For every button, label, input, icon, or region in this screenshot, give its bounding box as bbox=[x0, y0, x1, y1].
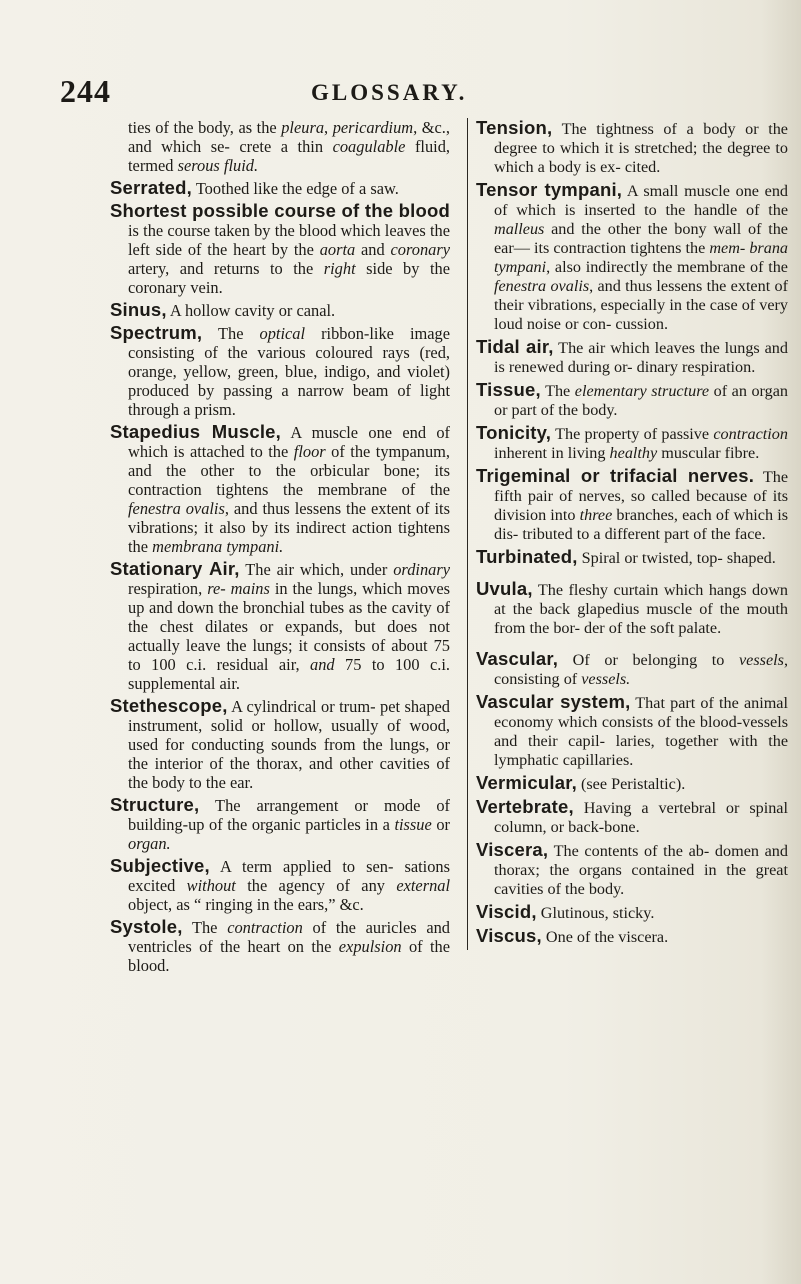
glossary-entry bbox=[476, 380, 788, 420]
glossary-entry bbox=[110, 917, 450, 975]
definition-text: and bbox=[355, 240, 391, 259]
glossary-term: Viscus, bbox=[476, 925, 542, 946]
definition-text: A small muscle one end of which is inserted to the handle of the bbox=[494, 182, 789, 219]
definition-text: The air which, under bbox=[239, 560, 394, 579]
definition-italic-text: fenestra ovalis bbox=[128, 499, 225, 518]
glossary-term: Stapedius Muscle, bbox=[110, 421, 282, 442]
glossary-entry bbox=[110, 300, 450, 320]
glossary-entry bbox=[110, 696, 450, 792]
definition-italic-text: without bbox=[186, 876, 236, 895]
definition-text: is the course taken by the blood which leaves the left side of the heart by the bbox=[128, 221, 450, 259]
glossary-entry bbox=[476, 649, 788, 689]
definition-text: (see Peristaltic). bbox=[576, 775, 686, 793]
definition-text: and the other the bony wall of the ear— its contraction tightens the bbox=[494, 220, 788, 257]
definition-italic-text: organ. bbox=[128, 834, 171, 853]
definition-italic-text: aorta bbox=[319, 240, 356, 259]
glossary-term: Structure, bbox=[110, 794, 200, 815]
glossary-entry bbox=[476, 337, 788, 377]
glossary-entry bbox=[476, 902, 788, 923]
glossary-entry bbox=[110, 178, 450, 198]
glossary-term: Vertebrate, bbox=[476, 796, 574, 817]
glossary-term: Spectrum, bbox=[110, 322, 203, 343]
glossary-term: Viscid, bbox=[476, 901, 537, 922]
definition-text: , bbox=[324, 118, 333, 137]
definition-italic-text: vessels. bbox=[581, 670, 631, 688]
definition-text: 75 to 100 c.i. supplemental air. bbox=[128, 655, 450, 693]
glossary-entry-continuation bbox=[110, 118, 450, 175]
glossary-entry bbox=[110, 559, 450, 693]
definition-text: of the tympanum, and the other to the orbicular bone; its contraction tightens the membrane of the bbox=[128, 442, 450, 499]
definition-text: inherent in living bbox=[494, 444, 610, 462]
glossary-term: Stationary Air, bbox=[110, 558, 240, 579]
definition-italic-text: and bbox=[310, 655, 335, 674]
glossary-term: Stethescope, bbox=[110, 695, 228, 716]
glossary-entry bbox=[476, 840, 788, 899]
definition-italic-text: healthy bbox=[609, 444, 658, 462]
definition-text: , and thus lessens the extent of its vibrations; it also by its indirect action tightens the bbox=[128, 499, 450, 556]
glossary-entry bbox=[476, 180, 788, 334]
glossary-term: Tonicity, bbox=[476, 422, 552, 443]
definition-italic-text: elementary structure bbox=[574, 382, 710, 400]
definition-text: Glutinous, sticky. bbox=[536, 904, 655, 922]
definition-text: artery, and returns to the bbox=[128, 259, 324, 278]
running-title: GLOSSARY. bbox=[311, 80, 468, 105]
definition-text: A cylindrical or trum- pet shaped instrument, solid or hollow, usually of wood, used for conducting sounds from the lungs, or the interior of the thorax, and other cavities of the body to the ear. bbox=[128, 697, 450, 792]
definition-text: A muscle one end of which is attached to the bbox=[128, 423, 450, 461]
glossary-entry bbox=[476, 423, 788, 463]
definition-italic-text: re- mains bbox=[207, 579, 270, 598]
definition-text: The tightness of a body or the degree to which it is stretched; the degree to which a body is ex- cited. bbox=[494, 120, 788, 176]
definition-italic-text: ordinary bbox=[393, 560, 450, 579]
glossary-entry bbox=[476, 797, 788, 837]
page-number: 244 bbox=[60, 73, 111, 109]
glossary-term: Vascular, bbox=[476, 648, 559, 669]
definition-italic-text: optical bbox=[259, 324, 306, 343]
definition-text: fluid, termed bbox=[128, 137, 450, 175]
definition-text: The bbox=[182, 918, 228, 937]
definition-text: Of or belonging to bbox=[558, 651, 739, 669]
definition-text: of an organ or part of the body. bbox=[494, 382, 789, 419]
glossary-entry bbox=[110, 795, 450, 853]
glossary-entry bbox=[476, 547, 788, 568]
definition-text: Spiral or twisted, top- shaped. bbox=[577, 549, 776, 567]
definition-text: That part of the animal economy which consists of the blood-vessels and their capil- laries, together with the lymphatic capillaries. bbox=[494, 694, 788, 769]
definition-text: The arrangement or mode of building-up of the organic particles in a bbox=[128, 796, 450, 834]
glossary-entry bbox=[476, 926, 788, 947]
definition-text: respiration, bbox=[128, 579, 208, 598]
definition-text: The bbox=[540, 382, 575, 400]
glossary-entry bbox=[476, 466, 788, 544]
definition-text: branches, each of which is dis- tributed to a different part of the face. bbox=[494, 506, 788, 543]
definition-italic-text: three bbox=[579, 506, 613, 524]
definition-text: , also indirectly the membrane of the bbox=[546, 258, 788, 276]
definition-text: ribbon-like image consisting of the various coloured rays (red, orange, yellow, green, blue, indigo, and violet) produced by passing a narrow beam of light through a prism. bbox=[128, 324, 450, 419]
definition-text: object, as “ ringing in the ears,” &c. bbox=[128, 895, 364, 914]
glossary-term: Viscera, bbox=[476, 839, 549, 860]
definition-text: The fleshy curtain which hangs down at the back glapedius muscle of the mouth from the bor- der of the soft palate. bbox=[494, 581, 788, 637]
definition-text: Having a vertebral or spinal column, or back-bone. bbox=[494, 799, 788, 836]
glossary-term: Tensor tympani, bbox=[476, 179, 623, 200]
glossary-entry bbox=[110, 422, 450, 556]
definition-text: The fifth pair of nerves, so called because of its division into bbox=[494, 468, 789, 524]
definition-text: ties of the body, as the bbox=[128, 118, 282, 137]
glossary-term: Shortest possible course of the blood bbox=[110, 200, 450, 221]
definition-text: of the blood. bbox=[128, 937, 451, 975]
glossary-term: Serrated, bbox=[110, 177, 193, 198]
right-column bbox=[467, 118, 788, 950]
definition-text: or bbox=[431, 815, 450, 834]
glossary-entry bbox=[476, 773, 788, 794]
glossary-term: Tissue, bbox=[476, 379, 541, 400]
definition-italic-text: floor bbox=[293, 442, 326, 461]
definition-text: , &c., and which se- crete a thin bbox=[128, 118, 450, 156]
definition-text: , and thus lessens the extent of their vibrations, especially in the case of very loud noise or con- cussion. bbox=[494, 277, 788, 333]
definition-italic-text: contraction bbox=[227, 918, 303, 937]
glossary-term: Tension, bbox=[476, 117, 553, 138]
definition-text: One of the viscera. bbox=[541, 928, 669, 946]
glossary-term: Vermicular, bbox=[476, 772, 577, 793]
definition-italic-text: fenestra ovalis bbox=[494, 277, 590, 295]
definition-italic-text: pericardium bbox=[332, 118, 414, 137]
definition-italic-text: external bbox=[396, 876, 451, 895]
glossary-entry bbox=[476, 118, 788, 177]
definition-italic-text: pleura bbox=[281, 118, 325, 137]
glossary-term: Uvula, bbox=[476, 578, 533, 599]
definition-text: The air which leaves the lungs and is renewed during or- dinary respiration. bbox=[494, 339, 788, 376]
glossary-entry bbox=[110, 323, 450, 419]
glossary-term: Systole, bbox=[110, 916, 183, 937]
glossary-entry bbox=[476, 692, 788, 770]
definition-text: of the auricles and ventricles of the heart on the bbox=[128, 918, 451, 956]
glossary-term: Subjective, bbox=[110, 855, 210, 876]
definition-italic-text: serous fluid. bbox=[177, 156, 259, 175]
left-column bbox=[110, 118, 450, 978]
glossary-entry bbox=[110, 856, 450, 914]
definition-text: in the lungs, which moves up and down the bronchial tubes as the cavity of the chest dilates or expands, but does not actually leave the lungs; it consists of about 75 to 100 c.i. residual air, bbox=[128, 579, 451, 674]
definition-text: The bbox=[202, 324, 260, 343]
glossary-term: Tidal air, bbox=[476, 336, 554, 357]
definition-text: , consisting of bbox=[494, 651, 788, 688]
definition-text: A term applied to sen- sations excited bbox=[128, 857, 450, 895]
definition-text: side by the coronary vein. bbox=[128, 259, 450, 297]
definition-italic-text: coagulable bbox=[332, 137, 406, 156]
glossary-entry bbox=[110, 201, 450, 297]
glossary-term: Sinus, bbox=[110, 299, 167, 320]
definition-text: The property of passive bbox=[551, 425, 714, 443]
definition-text: The contents of the ab- domen and thorax; the organs contained in the great cavities of the body. bbox=[494, 842, 788, 898]
definition-italic-text: contraction bbox=[713, 425, 788, 443]
definition-text: A hollow cavity or canal. bbox=[166, 301, 336, 320]
glossary-entry bbox=[476, 579, 788, 638]
definition-italic-text: expulsion bbox=[338, 937, 402, 956]
definition-italic-text: membrana tympani. bbox=[152, 537, 284, 556]
definition-italic-text: vessels bbox=[739, 651, 784, 669]
glossary-term: Vascular system, bbox=[476, 691, 631, 712]
definition-italic-text: coronary bbox=[390, 240, 450, 259]
definition-italic-text: right bbox=[323, 259, 356, 278]
glossary-term: Turbinated, bbox=[476, 546, 578, 567]
definition-italic-text: malleus bbox=[494, 220, 545, 238]
definition-text: muscular fibre. bbox=[657, 444, 760, 462]
definition-text: Toothed like the edge of a saw. bbox=[192, 179, 399, 198]
definition-text: the agency of any bbox=[235, 876, 397, 895]
glossary-term: Trigeminal or trifacial nerves. bbox=[476, 465, 755, 486]
definition-italic-text: mem- brana tympani bbox=[494, 239, 789, 276]
definition-italic-text: tissue bbox=[394, 815, 432, 834]
